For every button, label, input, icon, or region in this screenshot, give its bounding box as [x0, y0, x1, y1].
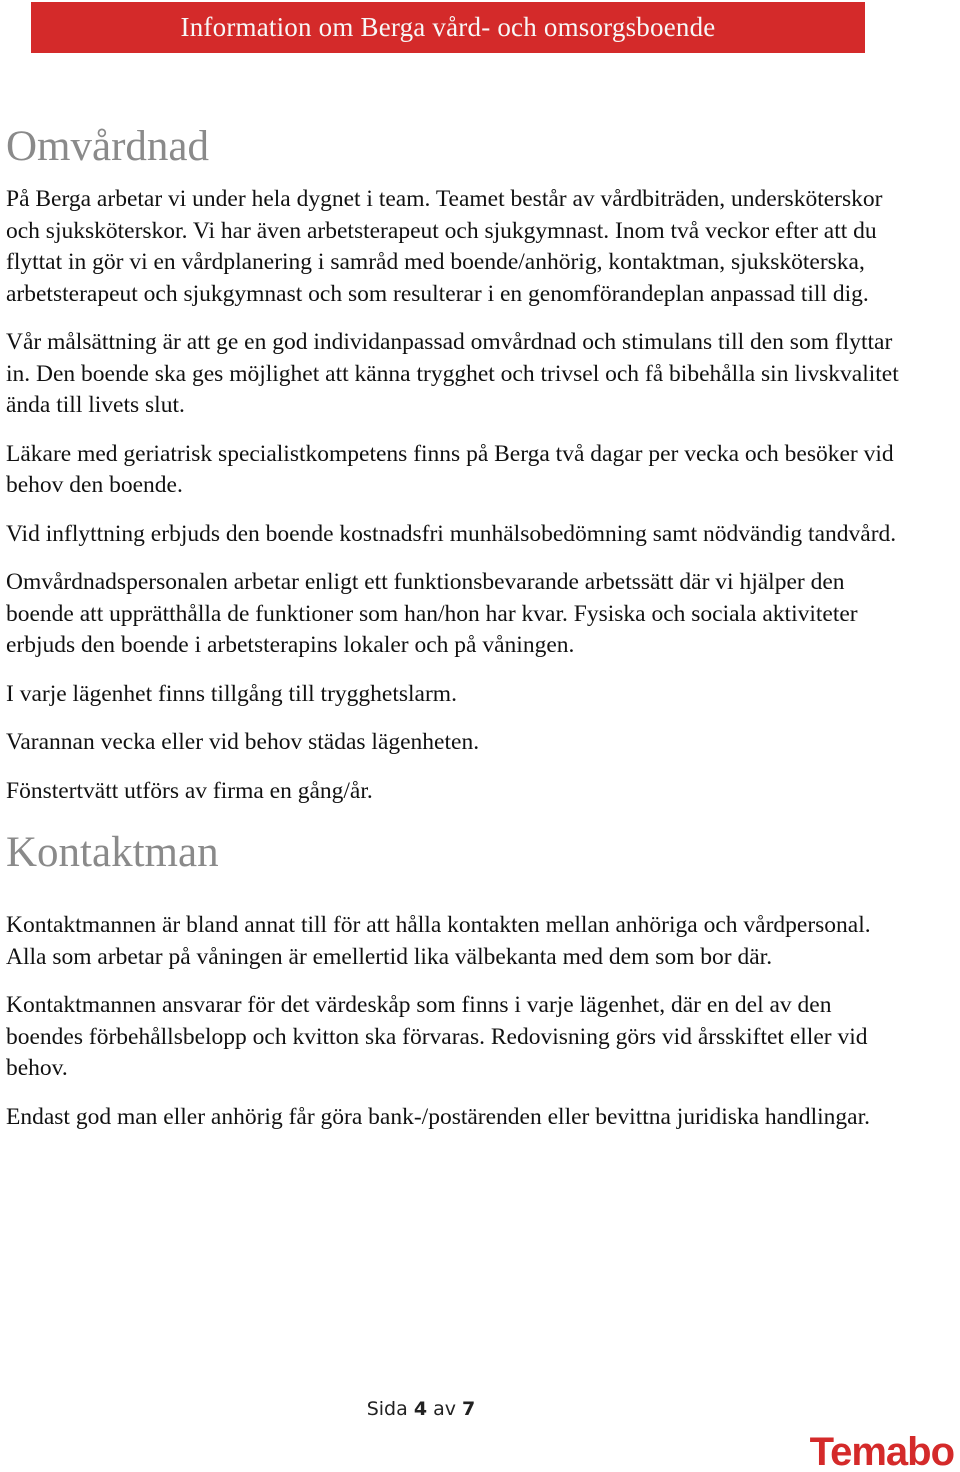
paragraph: Vid inflyttning erbjuds den boende kostnadsfri munhälsobedömning samt nödvändig tandvård.: [6, 520, 897, 547]
temabo-logo: Temabo: [809, 1430, 954, 1472]
paragraph: På Berga arbetar vi under hela dygnet i team. Teamet består av vårdbiträden, undersköterskor och sjuksköterskor. Vi har även arbetsterapeut och sjukgymnast. Inom två veckor efter att du flyttat in gör vi en vårdplanering i samråd med boende/anhörig, kontaktman, sjuksköterska, arbetsterapeut och sjukgymnast och som resulterar i en genomförandeplan anpassad till dig.: [6, 186, 883, 307]
paragraph: Kontaktmannen är bland annat till för att hålla kontakten mellan anhöriga och vårdpersonal. Alla som arbetar på våningen är emellertid lika välbekanta med dem som bor där.: [6, 912, 871, 970]
paragraph: Läkare med geriatrisk specialistkompetens finns på Berga två dagar per vecka och besöker vid behov den boende.: [6, 440, 894, 498]
page-separator: av: [433, 1398, 456, 1420]
page-total: 7: [462, 1398, 476, 1420]
page-current: 4: [413, 1398, 428, 1420]
page-prefix: Sida: [366, 1398, 408, 1420]
page-number: [0, 1398, 842, 1420]
paragraph: Omvårdnadspersonalen arbetar enligt ett funktionsbevarande arbetssätt där vi hjälper den boende att upprätthålla de funktioner som han/hon har kvar. Fysiska och sociala aktiviteter erbjuds den boende i arbetsterapins lokaler och på våningen.: [6, 569, 858, 658]
document-body: [6, 118, 906, 1150]
paragraph: Vår målsättning är att ge en god individanpassad omvårdnad och stimulans till den som flyttar in. Den boende ska ges möjlighet att känna trygghet och trivsel och få bibehålla sin livskvalitet ända till livets slut.: [6, 329, 899, 418]
paragraph: Fönstertvätt utförs av firma en gång/år.: [6, 777, 373, 804]
document-header-title: Information om Berga vård- och omsorgsboende: [180, 12, 716, 42]
section-heading-kontaktman: Kontaktman: [6, 829, 219, 876]
paragraph: Varannan vecka eller vid behov städas lägenheten.: [6, 729, 480, 755]
section-heading-omvardnad: Omvårdnad: [6, 123, 209, 170]
paragraph: Kontaktmannen ansvarar för det värdeskåp som finns i varje lägenhet, där en del av den boendes förbehållsbelopp och kvitton ska förvaras. Redovisning görs vid årsskiftet eller vid behov.: [6, 992, 868, 1081]
paragraph: Endast god man eller anhörig får göra bank-/postärenden eller bevittna juridiska handlingar.: [6, 1103, 870, 1130]
paragraph: I varje lägenhet finns tillgång till trygghetslarm.: [6, 680, 457, 707]
header-bar: [31, 2, 865, 53]
